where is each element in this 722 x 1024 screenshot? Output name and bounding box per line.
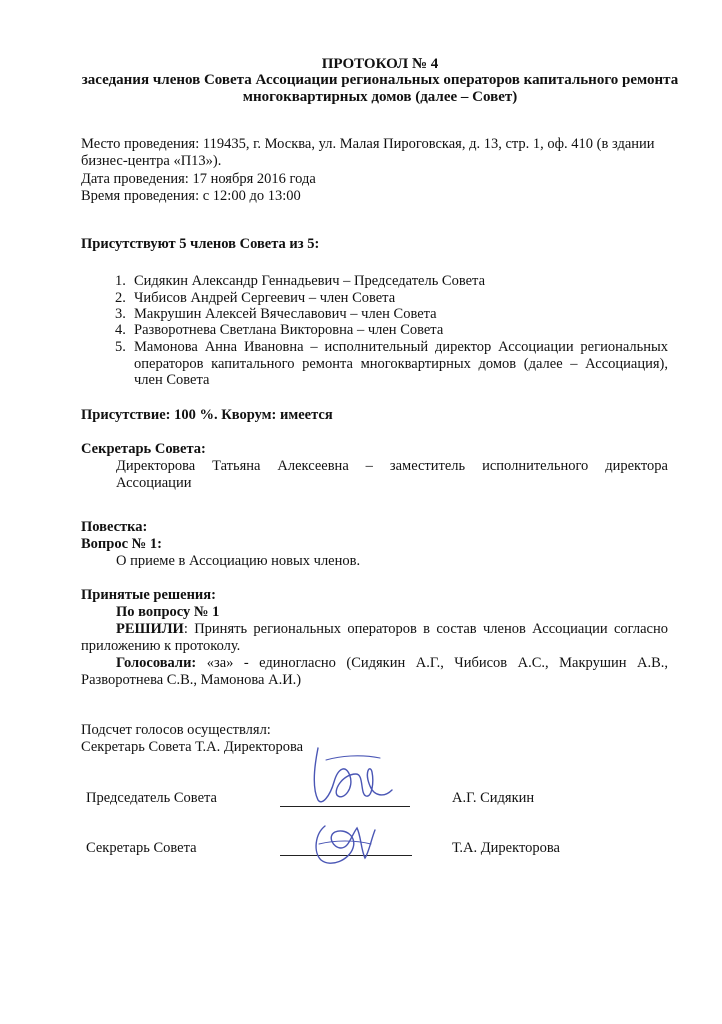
meeting-date: Дата проведения: 17 ноября 2016 года — [81, 171, 316, 187]
voted-text: «за» - единогласно (Сидякин А.Г., Чибисов А.С., Макрушин А.В., — [196, 655, 668, 671]
resolved-text: : Принять региональных операторов в состав членов Ассоциации согласно — [183, 621, 668, 637]
member-item: Сидякин Александр Геннадьевич – Председатель Совета — [134, 273, 486, 289]
chairman-signature-image — [300, 738, 400, 813]
secretary-signature-image — [305, 818, 385, 868]
secretary-line1: Директорова Татьяна Алексеевна – заместитель исполнительного директора — [116, 458, 668, 474]
member-number: 5. — [115, 339, 126, 355]
secretary-heading: Секретарь Совета: — [81, 441, 206, 457]
agenda-heading: Повестка: — [81, 519, 148, 535]
resolution-line1 — [116, 621, 668, 638]
member-number: 2. — [115, 290, 126, 306]
document-title: ПРОТОКОЛ № 4 — [321, 56, 439, 72]
member-number: 3. — [115, 306, 126, 322]
voting-line1 — [116, 655, 668, 672]
question-heading: Вопрос № 1: — [81, 536, 162, 552]
question-text: О приеме в Ассоциацию новых членов. — [116, 553, 361, 569]
secretary-name: Т.А. Директорова — [452, 840, 560, 856]
quorum-statement: Присутствие: 100 %. Кворум: имеется — [81, 407, 333, 423]
counting-line1: Подсчет голосов осуществлял: — [81, 722, 271, 738]
member-number: 4. — [115, 322, 126, 338]
resolved-label: РЕШИЛИ — [116, 621, 184, 637]
meeting-place-line2: бизнес-центра «П13»). — [81, 153, 222, 169]
chairman-role: Председатель Совета — [86, 790, 217, 806]
member-item: Разворотнева Светлана Викторовна – член Совета — [134, 322, 444, 338]
decisions-subheading: По вопросу № 1 — [116, 604, 220, 620]
document-subtitle-line1: заседания членов Совета Ассоциации региональных операторов капитального ремонта — [81, 72, 679, 88]
attendance-heading: Присутствуют 5 членов Совета из 5: — [81, 236, 320, 252]
document-subtitle-line2: многоквартирных домов (далее – Совет) — [242, 89, 518, 105]
secretary-role: Секретарь Совета — [86, 840, 197, 856]
decisions-heading: Принятые решения: — [81, 587, 216, 603]
voting-line2: Разворотнева С.В., Мамонова А.И.) — [81, 672, 302, 688]
voted-label: Голосовали: — [116, 655, 197, 671]
member-item: Мамонова Анна Ивановна – исполнительный директор Ассоциации региональных — [134, 339, 668, 355]
counting-line2: Секретарь Совета Т.А. Директорова — [81, 739, 304, 755]
resolution-line2: приложению к протоколу. — [81, 638, 241, 654]
meeting-time: Время проведения: с 12:00 до 13:00 — [81, 188, 301, 204]
chairman-name: А.Г. Сидякин — [452, 790, 535, 806]
meeting-place-line1: Место проведения: 119435, г. Москва, ул. Малая Пироговская, д. 13, стр. 1, оф. 410 (в здании — [81, 136, 655, 152]
member-item-continuation: операторов капитального ремонта многоквартирных домов (далее – Ассоциация), — [134, 356, 668, 372]
member-number: 1. — [115, 273, 126, 289]
member-item: Макрушин Алексей Вячеславович – член Совета — [134, 306, 437, 322]
member-item: Чибисов Андрей Сергеевич – член Совета — [134, 290, 396, 306]
member-item-continuation: член Совета — [134, 372, 210, 388]
secretary-line2: Ассоциации — [116, 475, 192, 491]
